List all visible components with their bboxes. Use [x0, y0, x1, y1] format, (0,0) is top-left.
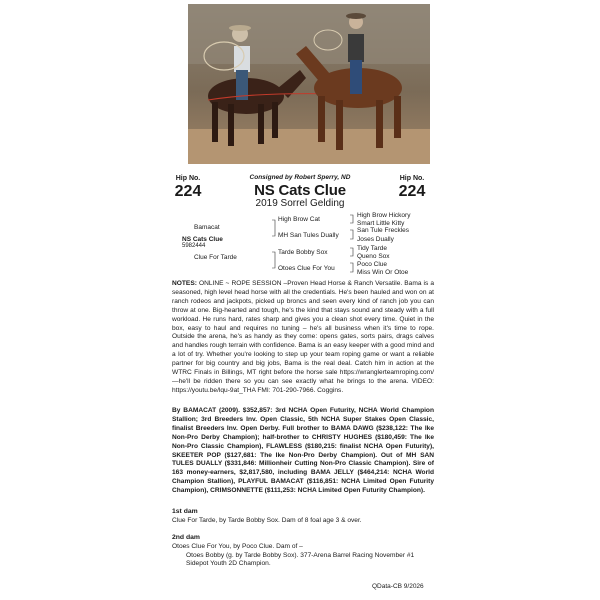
footer-code: QData-CB 9/2026 [372, 583, 424, 590]
hip-label: Hip No. [175, 175, 201, 182]
first-dam-text: Clue For Tarde, by Tarde Bobby Sox. Dam of 8 foal age 3 & over. [172, 517, 362, 524]
hip-number: 224 [174, 183, 202, 200]
pedigree-ds: Tarde Bobby Sox [278, 249, 328, 256]
pedigree-ssd: Smart Little Kitty [357, 220, 405, 227]
pedigree-dss: Tidy Tarde [357, 245, 387, 252]
second-dam-heading: 2nd dam [172, 534, 200, 541]
horse-description: 2019 Sorrel Gelding [255, 198, 345, 209]
pedigree-sd: MH San Tules Dually [278, 232, 339, 239]
pedigree-sss: High Brow Hickory [357, 212, 411, 219]
second-dam-text: Otoes Clue For You, by Poco Clue. Dam of – [172, 543, 303, 550]
notes-label: NOTES: [172, 280, 197, 287]
pedigree-dds: Poco Clue [357, 261, 387, 268]
pedigree-dd: Otoes Clue For You [278, 265, 335, 272]
sire-info: By BAMACAT (2009). $352,857: 3rd NCHA Open Futurity, NCHA World Champion Stallion; 3rd Breeders Inv. Open Classic, 5th NCHA Super Stakes Open Classic, finalist Breeders Inv. Open Derby. Full brother to BAMA DAWG ($238,122: The Ike Non-Pro Derby Champion); half-brother to CHRISTY HUGHES ($180,459: The Ike Non-Pro Classic Champion), FLAWLESS ($180,215: finalist NCHA Open Futurity), SKEETER POP ($127,681: The Ike Non-Pro Derby Champion). Out of MH SAN TULES DUALLY ($331,846: Millionheir Cutting Non-Pro Classic Champion). Sire of 163 money-earners, $2,817,580, including BAMA JELLY ($464,214: NCHA World Champion Stallion), PLAYFUL BAMACAT ($116,851: NCHA Limited Open Futurity Champion), CRIMSONNETTE ($111,253: NCHA Limited Open Futurity Champion). [172, 407, 434, 495]
pedigree-sire: Bamacat [194, 224, 220, 231]
pedigree-dam: Clue For Tarde [194, 254, 237, 261]
horse-name: NS Cats Clue [254, 182, 346, 199]
pedigree-horse: NS Cats Clue [182, 236, 223, 243]
pedigree-sds: San Tule Freckles [357, 227, 410, 234]
hip-label: Hip No. [399, 175, 425, 182]
second-dam-offspring: Otoes Bobby (g. by Tarde Bobby Sox). 377-Arena Barrel Racing November #1 Sidepot Youth 2D Champion. [186, 552, 415, 568]
first-dam-heading: 1st dam [172, 508, 198, 515]
notes-paragraph [172, 280, 434, 396]
hip-number: 224 [398, 183, 426, 200]
notes-text: ONLINE ~ ROPE SESSION –Proven Head Horse & Ranch Versatile. Bama is a seasoned, high level head horse with all the credentials. He's been hauled and won on at ranch rodeos and jackpots, picked up broncs and seen every kind of ranch job you can throw at one. Big-hearted and tough, he's the kind that stays sound and steady with a full workload. He runs hard, rates sharp and gives you a clean shot every time. Quiet in the box, easy to haul and requires no tuning – he's all business when it's time to rope. Outside the arena, he's as handy as they come: opens gates, sorts pairs, drags calves and handles rough terrain with confidence. Bama is an easy keeper with a good mind and a lot of try. Whether you're looking to step up your team roping game or want a reliable partner for big country and big jobs, Bama is the real deal. Catch him in action at the WTRC Finals in Billings, MT right before the horse sale https://wranglerteamroping.com/ —he'll be ridden there so you can see exactly what he brings to the arena. VIDEO: https://youtu.be/lqu-9at_THA FMI: 701-290-7966. Coggins. [172, 280, 434, 394]
pedigree-sdd: Joses Dually [357, 236, 394, 243]
pedigree-dsd: Queno Sox [357, 253, 390, 260]
consignor: Consigned by Robert Sperry, ND [249, 174, 351, 181]
pedigree-ss: High Brow Cat [278, 216, 320, 223]
pedigree-ddd: Miss Win Or Otoe [357, 269, 409, 276]
pedigree-registration: 5982444 [182, 243, 206, 249]
